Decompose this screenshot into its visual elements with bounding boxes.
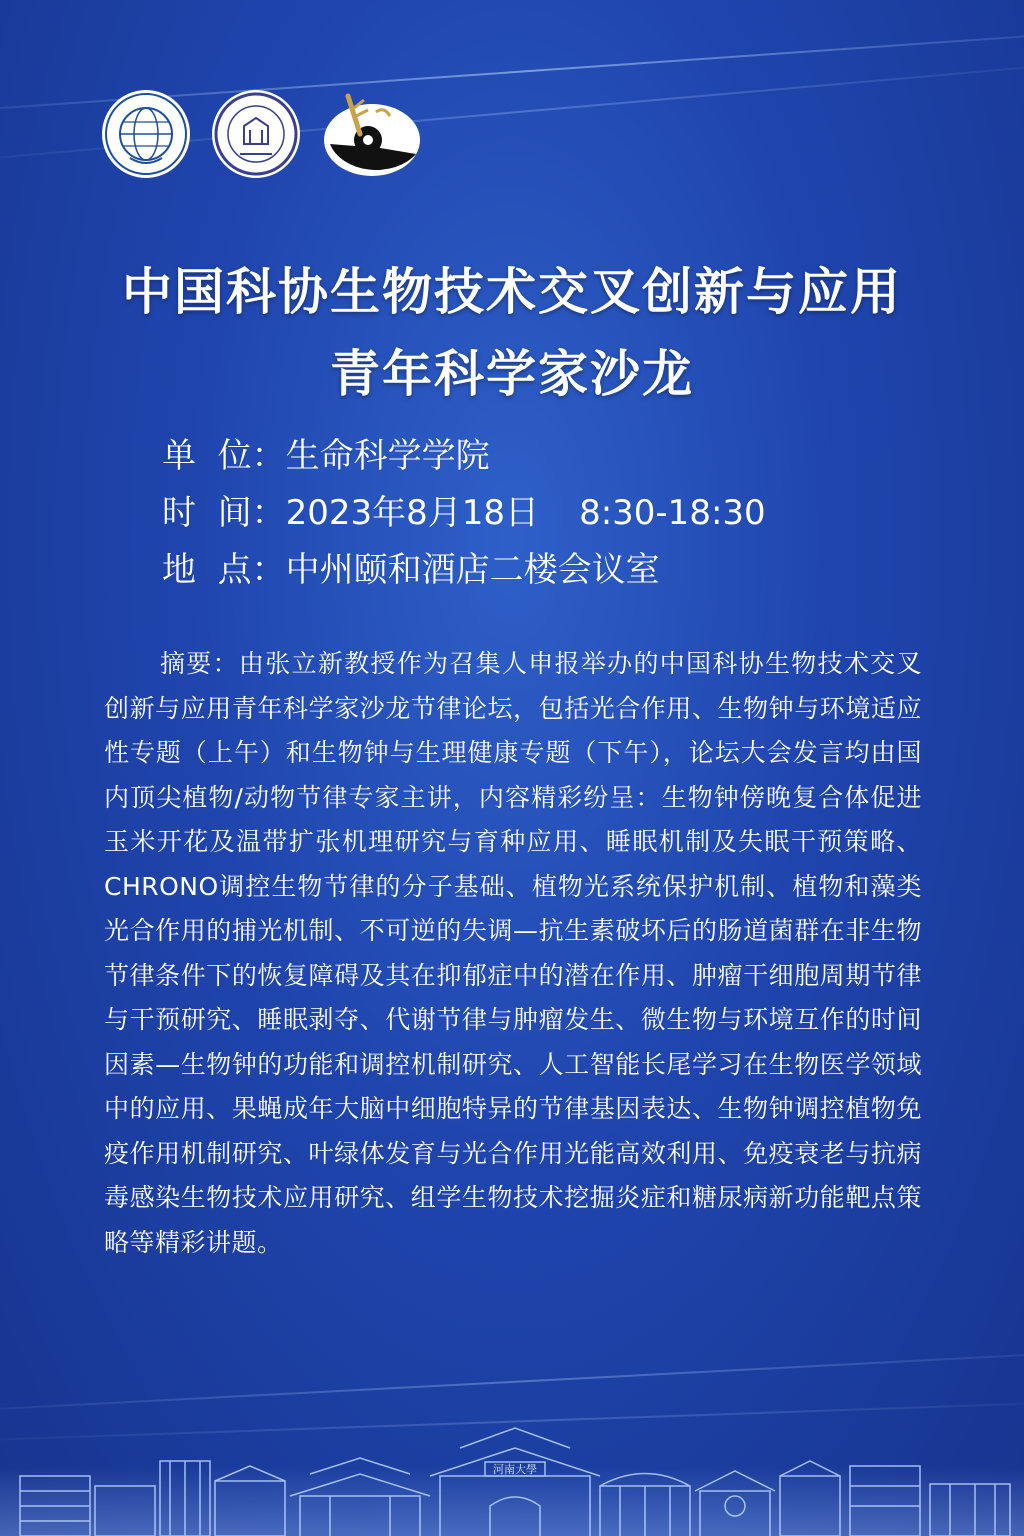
- info-unit-row: [162, 436, 490, 476]
- campus-skyline-illustration: [0, 1406, 1024, 1536]
- rhythm-society-logo: [320, 88, 430, 180]
- info-location-row: [162, 550, 660, 590]
- abstract-text: 摘要：由张立新教授作为召集人申报举办的中国科协生物技术交叉创新与应用青年科学家沙龙节律论坛，包括光合作用、生物钟与环境适应性专题（上午）和生物钟与生理健康专题（下午），论坛大会发言均由国内顶尖植物/动物节律专家主讲，内容精彩纷呈：生物钟傍晚复合体促进玉米开花及温带扩张机理研究与育种应用、睡眠机制及失眠干预策略、CHRONO调控生物节律的分子基础、植物光系统保护机制、植物和藻类光合作用的捕光机制、不可逆的失调—抗生素破坏后的肠道菌群在非生物节律条件下的恢复障碍及其在抑郁症中的潜在作用、肿瘤干细胞周期节律与干预研究、睡眠剥夺、代谢节律与肿瘤发生、微生物与环境互作的时间因素—生物钟的功能和调控机制研究、人工智能长尾学习在生物医学领域中的应用、果蝇成年大脑中细胞特异的节律基因表达、生物钟调控植物免疫作用机制研究、叶绿体发育与光合作用光能高效利用、免疫衰老与抗病毒感染生物技术应用研究、组学生物技术挖掘炎症和糖尿病新功能靶点策略等精彩讲题。: [104, 649, 922, 1257]
- henan-university-logo: [210, 88, 302, 180]
- location-value: 中州颐和酒店二楼会议室: [285, 550, 660, 590]
- cast-logo: [100, 88, 192, 180]
- title-line-2: 青年科学家沙龙: [330, 345, 694, 403]
- time-label: 时 间：: [162, 493, 286, 533]
- gate-sign-text: 河南大學: [493, 1463, 537, 1476]
- time-hours: 8:30-18:30: [579, 493, 766, 533]
- unit-label: 单 位：: [162, 436, 286, 476]
- time-date: 2023年8月18日: [285, 493, 540, 533]
- location-label: 地 点：: [162, 550, 286, 590]
- logo-row: [100, 88, 440, 180]
- title-line-1: 中国科协生物技术交叉创新与应用: [122, 263, 902, 321]
- unit-value: 生命科学学院: [285, 436, 490, 476]
- info-time-row: [162, 493, 766, 533]
